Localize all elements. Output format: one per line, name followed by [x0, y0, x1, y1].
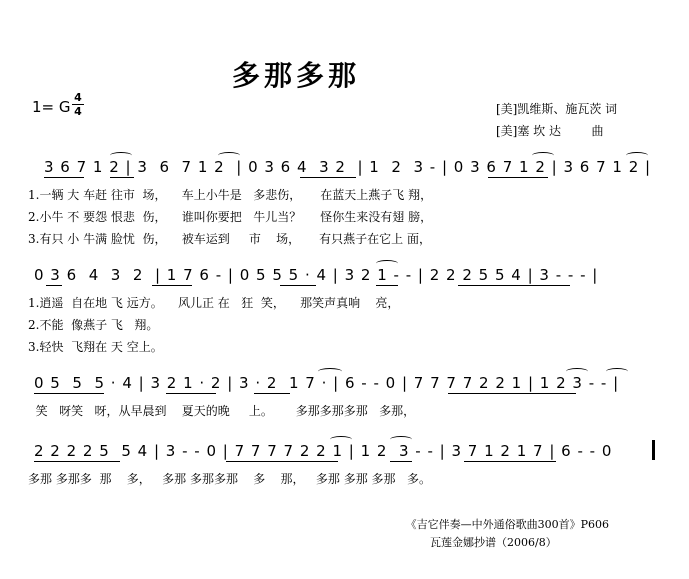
notation-line-4: 2 2 2 2 5 5 4 | 3 - - 0 | 7 7 7 7 2 2 1 | 1 2 3 - - | 3 7 1 2 1 7 | 6 - - 0 — [34, 442, 613, 460]
time-signature — [72, 92, 84, 117]
source-citation: 《吉它伴奏—中外通俗歌曲300首》P606 — [405, 518, 609, 531]
lyric-line-2-verse-2: 2.不能 像燕子 飞 翔。 — [28, 318, 159, 332]
composer-credit: [美]塞 坎 达 曲 — [496, 124, 604, 138]
lyric-line-3: 笑 呀笑 呀，从早晨到 夏天的晚 上。 多那多那多那 多那， — [28, 404, 416, 418]
notation-line-3: 0 5 5 5 · 4 | 3 2 1 · 2 | 3 · 2 1 7 · | 6 - - 0 | 7 7 7 7 2 2 1 | 1 2 3 - - | — [34, 374, 620, 392]
notation-line-2: 0 3 6 4 3 2 | 1 7 6 - | 0 5 5 5 · 4 | 3 2 1 - - | 2 2 2 5 5 4 | 3 - - - | — [34, 266, 599, 284]
lyric-line-2-verse-3: 3.轻快 飞翔在 天 空上。 — [28, 340, 163, 354]
final-barline — [652, 440, 655, 460]
copier-credit: 瓦莲金娜抄谱（2006/8） — [430, 536, 557, 549]
time-signature-bottom: 4 — [74, 105, 82, 118]
lyric-line-1-verse-3: 3.有只 小 牛满 脸忧 伤， 被车运到 市 场， 有只燕子在它上 面， — [28, 232, 431, 246]
key-signature: 1= G — [32, 98, 71, 116]
lyric-line-1-verse-2: 2.小牛 不 要怨 恨悲 伤， 谁叫你要把 牛儿当？ 怪你生来没有翅 膀， — [28, 210, 433, 224]
time-signature-top: 4 — [74, 91, 82, 104]
lyric-line-1-verse-1: 1.一辆 大 车赶 往市 场， 车上小牛是 多悲伤， 在蓝天上燕子飞 翔， — [28, 188, 433, 202]
lyric-line-2-verse-1: 1.逍遥 自在地 飞 远方。 风儿正 在 狂 笑， 那笑声真响 亮， — [28, 296, 400, 310]
lyricist-credit: [美]凯维斯、施瓦茨 词 — [496, 102, 618, 116]
notation-line-1: 3 6 7 1 2 | 3 6 7 1 2 | 0 3 6 4 3 2 | 1 2 3 - | 0 3 6 7 1 2 | 3 6 7 1 2 | — [44, 158, 652, 176]
lyric-line-4: 多那 多那多 那 多， 多那 多那多那 多 那， 多那 多那 多那 多。 — [28, 472, 431, 486]
score-title: 多那多那 — [232, 59, 361, 92]
